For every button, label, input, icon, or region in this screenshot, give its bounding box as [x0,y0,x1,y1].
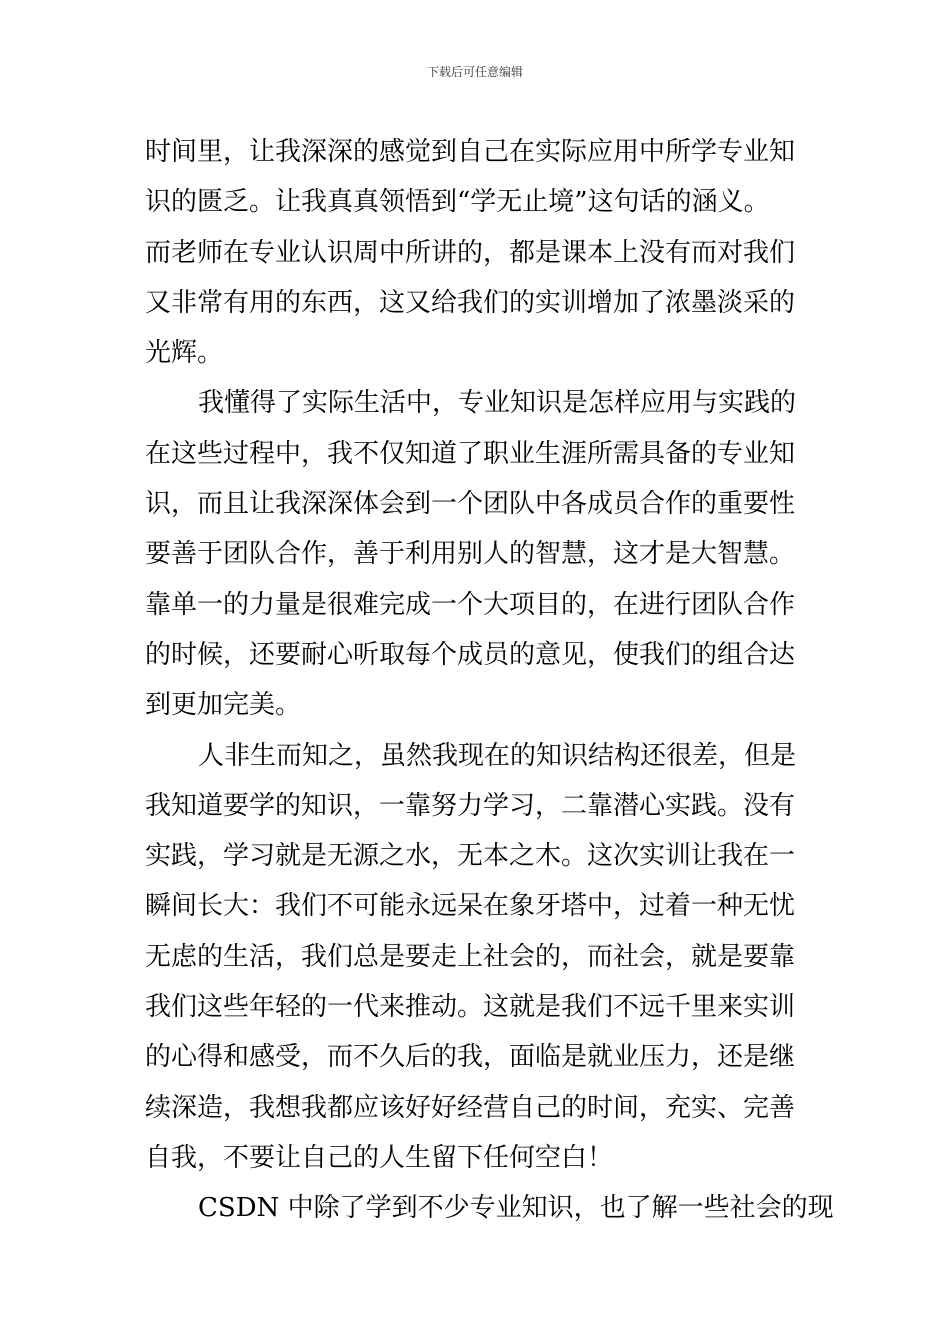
text-line: 自我，不要让自己的人生留下任何空白！ [145,1142,614,1173]
text-line: 光辉。 [145,338,224,369]
text-line: 的心得和感受，而不久后的我，面临是就业压力，还是继 [145,1042,796,1073]
text-line: 又非常有用的东西，这又给我们的实训增加了浓墨淡采的 [145,287,796,318]
text-line: 实践，学习就是无源之水，无本之木。这次实训让我在一 [145,841,796,872]
text-line: 时间里，让我深深的感觉到自己在实际应用中所学专业知 [145,137,796,167]
text-line: 靠单一的力量是很难完成一个大项目的，在进行团队合作 [145,589,796,620]
text-line: 而老师在专业认识周中所讲的，都是课本上没有而对我们 [145,237,796,268]
text-line: 无虑的生活，我们总是要走上社会的，而社会，就是要靠 [145,941,796,972]
text-line: 瞬间长大：我们不可能永远呆在象牙塔中，过着一种无忧 [145,891,796,922]
document-body [145,127,834,1234]
text-line: 识，而且让我深深体会到一个团队中各成员合作的重要性 [145,489,796,520]
text-line: CSDN 中除了学到不少专业知识，也了解一些社会的现 [198,1193,834,1224]
text-line: 在这些过程中，我不仅知道了职业生涯所需具备的专业知 [145,438,796,469]
text-line: 人非生而知之，虽然我现在的知识结构还很差，但是 [198,740,797,771]
text-line: 识的匮乏。让我真真领悟到“学无止境”这句话的涵义。 [145,187,770,218]
text-line: 到更加完美。 [145,690,302,721]
text-line: 我们这些年轻的一代来推动。这就是我们不远千里来实训 [145,992,796,1023]
text-line: 我懂得了实际生活中，专业知识是怎样应用与实践的 [198,388,797,419]
page-header: 下载后可任意编辑 [426,65,523,79]
text-line: 的时候，还要耐心听取每个成员的意见，使我们的组合达 [145,639,796,670]
text-line: 要善于团队合作，善于利用别人的智慧，这才是大智慧。 [145,539,796,570]
text-line: 我知道要学的知识，一靠努力学习，二靠潜心实践。没有 [145,790,796,821]
text-line: 续深造，我想我都应该好好经营自己的时间，充实、完善 [145,1092,796,1123]
